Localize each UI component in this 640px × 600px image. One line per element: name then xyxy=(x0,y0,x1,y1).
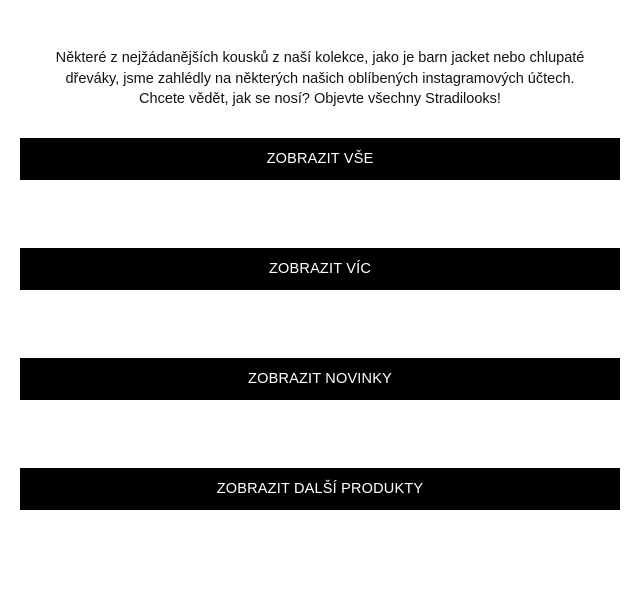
show-other-products-button[interactable] xyxy=(20,468,620,510)
show-new-button-label: ZOBRAZIT NOVINKY xyxy=(248,371,392,387)
show-new-button[interactable] xyxy=(20,358,620,400)
intro-line-1: Některé z nejžádanějších kousků z naší kolekce, jako je barn jacket nebo chlupaté xyxy=(55,50,585,66)
show-all-button[interactable] xyxy=(20,138,620,180)
show-all-button-label: ZOBRAZIT VŠE xyxy=(266,151,374,167)
show-more-button[interactable] xyxy=(20,248,620,290)
show-more-button-label: ZOBRAZIT VÍC xyxy=(268,261,372,277)
intro-line-2: dřeváky, jsme zahlédly na některých našich oblíbených instagramových účtech. xyxy=(65,70,575,87)
intro-text xyxy=(50,48,590,110)
intro-line-3: Chcete vědět, jak se nosí? Objevte všechny Stradilooks! xyxy=(139,91,501,107)
show-other-products-button-label: ZOBRAZIT DALŠÍ PRODUKTY xyxy=(216,481,424,497)
